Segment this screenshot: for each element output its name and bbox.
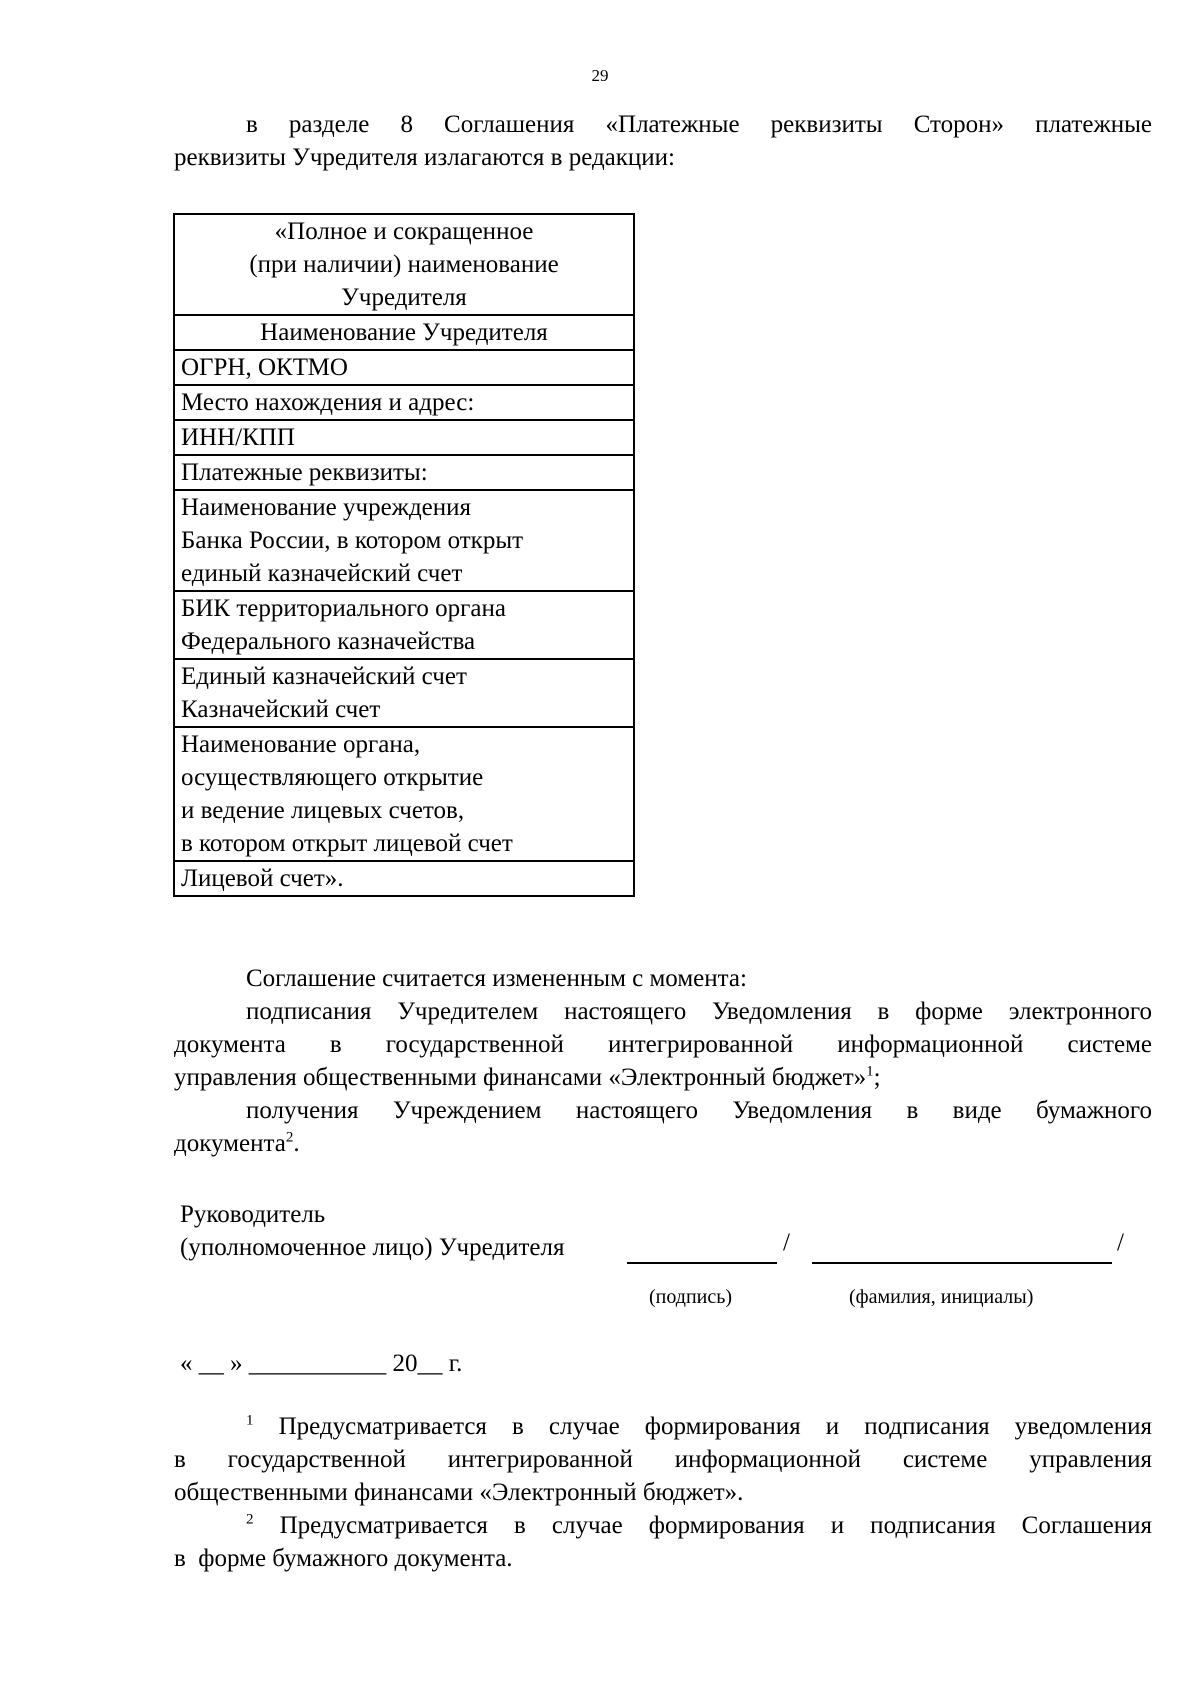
footnote-text: Предусматривается в случае формирования и подписания Соглашения xyxy=(253,1512,1152,1539)
table-row xyxy=(174,350,634,385)
signature-line xyxy=(627,1262,777,1264)
header-line: Учредителя xyxy=(341,284,467,311)
signature-separator: / xyxy=(1117,1229,1124,1256)
signature-title-line: Руководитель xyxy=(180,1201,326,1228)
name-line xyxy=(812,1262,1112,1264)
header-line: (при наличии) наименование xyxy=(249,251,559,278)
caption-name: (фамилия, инициалы) xyxy=(849,1286,1034,1308)
footnote-line xyxy=(174,1410,1152,1443)
cell-payment: Платежные реквизиты: xyxy=(174,455,634,490)
header-line: «Полное и сокращенное xyxy=(274,218,534,245)
paragraph-text: ; xyxy=(873,1064,881,1091)
date-line: « __ » ___________ 20__ г. xyxy=(180,1350,463,1377)
footnote-line xyxy=(174,1509,1152,1542)
footnote-2 xyxy=(174,1509,1152,1575)
paragraph-line: документа в государственной интегрированной информационной системе xyxy=(174,1031,1152,1058)
agreement-paragraph-1 xyxy=(174,995,1152,1094)
cell-line: Казначейский счет xyxy=(181,696,381,723)
cell-ogrn: ОГРН, ОКТМО xyxy=(174,350,634,385)
cell-organ xyxy=(174,727,634,861)
page-number: 29 xyxy=(591,66,609,85)
table-row xyxy=(174,591,634,659)
paragraph-text: документа xyxy=(174,1130,286,1157)
cell-line: в котором открыт лицевой счет xyxy=(181,830,513,857)
cell-line: Федерального казначейства xyxy=(181,628,476,655)
footnote-line: общественными финансами «Электронный бюджет». xyxy=(174,1479,744,1506)
footnote-1 xyxy=(174,1410,1152,1509)
cell-founder-name: Наименование Учредителя xyxy=(174,315,634,350)
table-row xyxy=(174,861,634,896)
paragraph-line xyxy=(174,1061,1152,1094)
footnote-ref: 2 xyxy=(285,1129,294,1146)
intro-paragraph xyxy=(174,108,1152,174)
cell-bank xyxy=(174,490,634,591)
cell-address: Место нахождения и адрес: xyxy=(174,385,634,420)
cell-line: Наименование органа, xyxy=(181,731,421,758)
cell-line: Единый казначейский счет xyxy=(181,663,467,690)
paragraph-line: получения Учреждением настоящего Уведомления в виде бумажного xyxy=(246,1097,1152,1124)
caption-signature: (подпись) xyxy=(649,1286,733,1308)
signature-title xyxy=(180,1198,564,1264)
signature-separator: / xyxy=(783,1229,790,1256)
requisites-table xyxy=(173,213,635,897)
table-row xyxy=(174,214,634,315)
table-header-cell xyxy=(174,214,634,315)
cell-line: Банка России, в котором открыт xyxy=(181,527,524,554)
footnote-ref: 1 xyxy=(866,1063,874,1080)
signature-title-line: (уполномоченное лицо) Учредителя xyxy=(180,1234,565,1261)
paragraph-line xyxy=(174,1127,1152,1160)
table-row xyxy=(174,315,634,350)
paragraph-text: . xyxy=(293,1130,300,1157)
footnote-line: в государственной интегрированной информационной системе управления xyxy=(174,1446,1152,1473)
intro-line: реквизиты Учредителя излагаются в редакции: xyxy=(174,144,676,171)
paragraph-line: подписания Учредителем настоящего Уведомления в форме электронного xyxy=(246,998,1152,1025)
table-row xyxy=(174,727,634,861)
agreement-paragraph-2 xyxy=(174,1094,1152,1160)
cell-personal-account: Лицевой счет». xyxy=(174,861,634,896)
cell-line: осуществляющего открытие xyxy=(181,764,484,791)
table-row xyxy=(174,659,634,727)
table-row xyxy=(174,420,634,455)
footnote-mark: 2 xyxy=(246,1511,254,1528)
cell-line: БИК территориального органа xyxy=(181,595,506,622)
cell-line: и ведение лицевых счетов, xyxy=(181,797,465,824)
intro-line: в разделе 8 Соглашения «Платежные реквизиты Сторон» платежные xyxy=(246,111,1152,138)
cell-line: единый казначейский счет xyxy=(181,560,463,587)
cell-inn: ИНН/КПП xyxy=(174,420,634,455)
cell-account xyxy=(174,659,634,727)
table-row xyxy=(174,385,634,420)
agreement-heading: Соглашение считается измененным с момента: xyxy=(246,965,747,992)
paragraph-text: управления общественными финансами «Электронный бюджет» xyxy=(174,1064,867,1091)
table-row xyxy=(174,490,634,591)
footnote-line: в форме бумажного документа. xyxy=(174,1545,513,1572)
footnote-text: Предусматривается в случае формирования и подписания уведомления xyxy=(253,1413,1152,1440)
table-row xyxy=(174,455,634,490)
cell-line: Наименование учреждения xyxy=(181,494,472,521)
cell-bik xyxy=(174,591,634,659)
footnote-mark: 1 xyxy=(246,1412,254,1429)
